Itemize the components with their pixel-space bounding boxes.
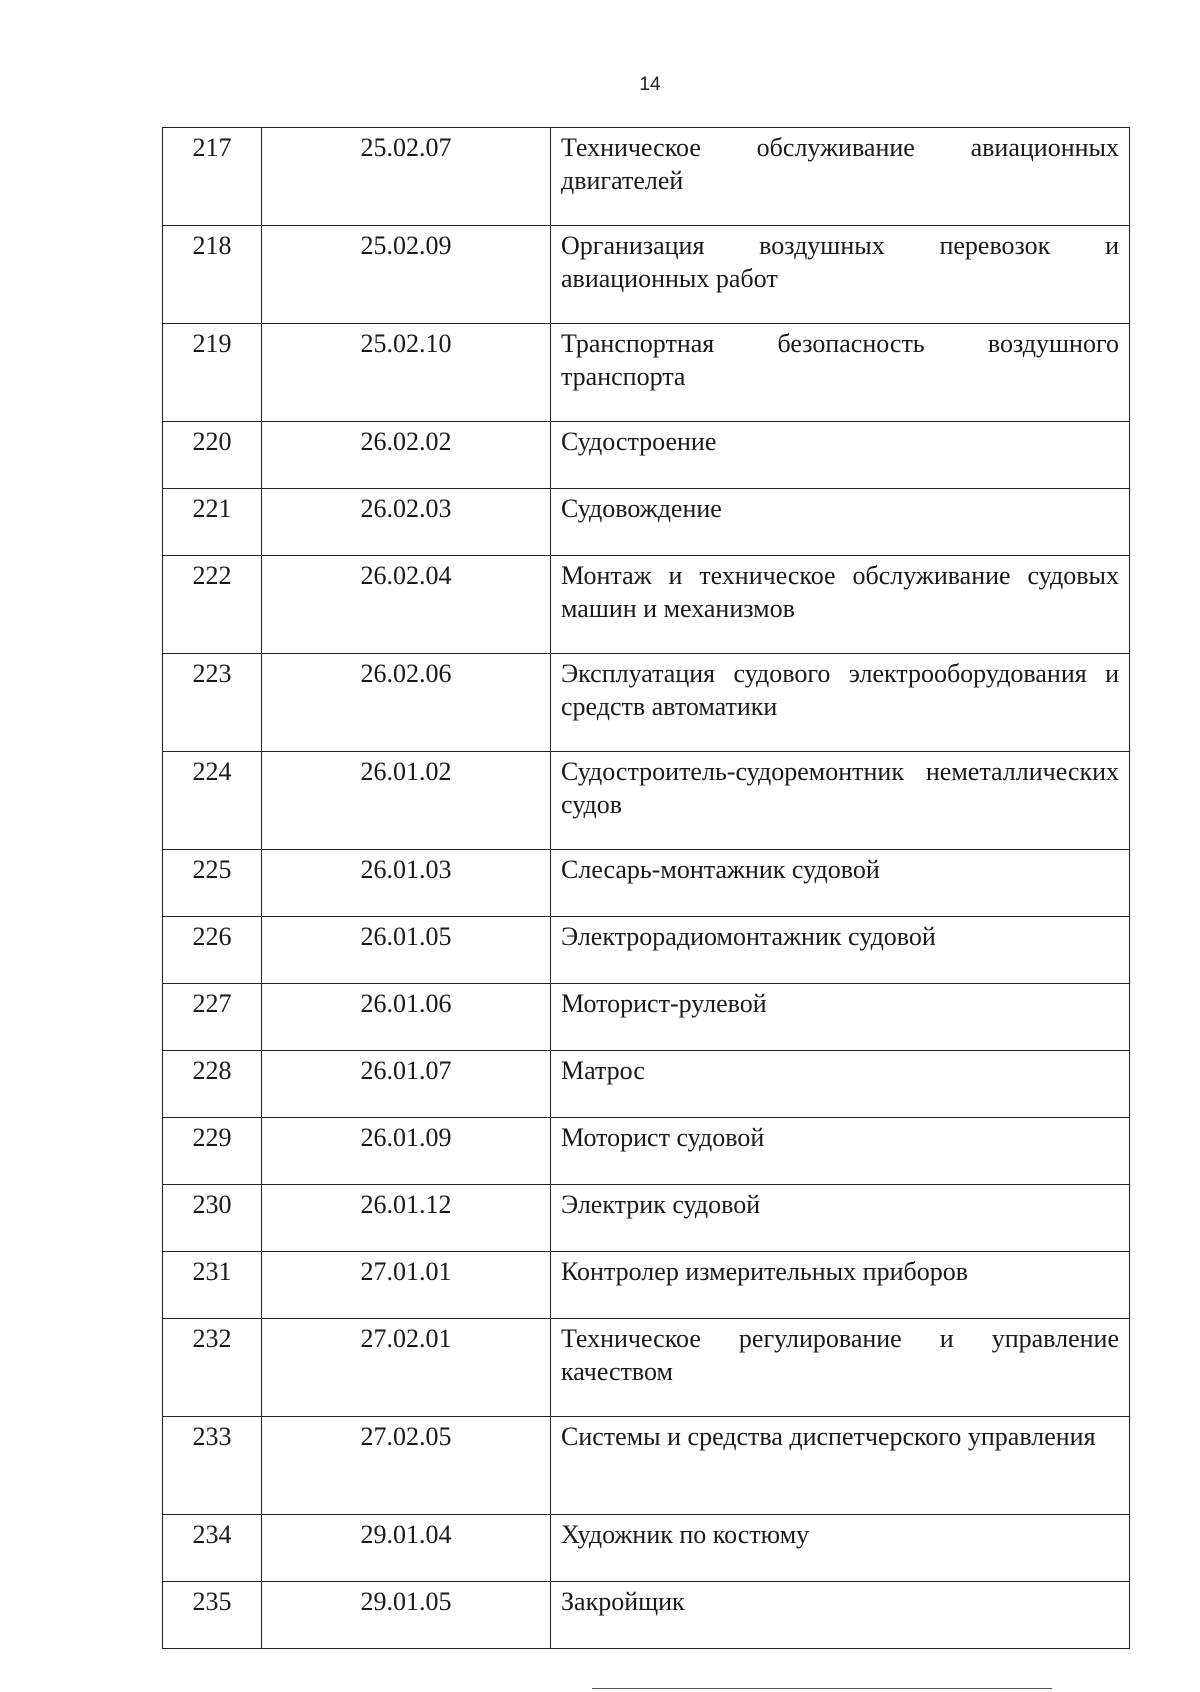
table-row <box>163 654 1130 752</box>
row-number-cell: 231 <box>163 1252 262 1319</box>
profession-name-cell: Моторист-рулевой <box>551 984 1130 1051</box>
code-cell: 29.01.05 <box>262 1582 551 1649</box>
code-cell: 26.01.07 <box>262 1051 551 1118</box>
profession-name-cell: Слесарь-монтажник судовой <box>551 850 1130 917</box>
table-row <box>163 422 1130 489</box>
row-number-cell: 217 <box>163 128 262 226</box>
profession-name-cell: Электрорадиомонтажник судовой <box>551 917 1130 984</box>
code-cell: 26.01.05 <box>262 917 551 984</box>
table-row <box>163 556 1130 654</box>
table-row <box>163 128 1130 226</box>
row-number-cell: 234 <box>163 1515 262 1582</box>
profession-name-cell: Моторист судовой <box>551 1118 1130 1185</box>
professions-table <box>162 127 1130 1649</box>
code-cell: 26.01.02 <box>262 752 551 850</box>
row-number-cell: 229 <box>163 1118 262 1185</box>
table-row <box>163 1051 1130 1118</box>
row-number-cell: 228 <box>163 1051 262 1118</box>
bottom-rule <box>592 1688 1052 1689</box>
row-number-cell: 221 <box>163 489 262 556</box>
profession-name-cell: Судостроитель-судоремонтник неметаллических судов <box>551 752 1130 850</box>
row-number-cell: 218 <box>163 226 262 324</box>
table-row <box>163 1185 1130 1252</box>
profession-name-cell: Матрос <box>551 1051 1130 1118</box>
row-number-cell: 224 <box>163 752 262 850</box>
page-number: 14 <box>639 74 661 95</box>
row-number-cell: 220 <box>163 422 262 489</box>
profession-name-cell: Транспортная безопасность воздушного транспорта <box>551 324 1130 422</box>
table-row <box>163 1252 1130 1319</box>
profession-name-cell: Техническое обслуживание авиационных двигателей <box>551 128 1130 226</box>
code-cell: 26.01.12 <box>262 1185 551 1252</box>
code-cell: 26.02.02 <box>262 422 551 489</box>
profession-name-cell: Судовождение <box>551 489 1130 556</box>
profession-name-cell: Художник по костюму <box>551 1515 1130 1582</box>
table-row <box>163 984 1130 1051</box>
table-row <box>163 489 1130 556</box>
row-number-cell: 219 <box>163 324 262 422</box>
row-number-cell: 230 <box>163 1185 262 1252</box>
profession-name-cell: Техническое регулирование и управление качеством <box>551 1319 1130 1417</box>
code-cell: 25.02.10 <box>262 324 551 422</box>
code-cell: 26.01.09 <box>262 1118 551 1185</box>
table-row <box>163 1582 1130 1649</box>
table-row <box>163 1417 1130 1515</box>
code-cell: 27.02.01 <box>262 1319 551 1417</box>
profession-name-cell: Монтаж и техническое обслуживание судовых машин и механизмов <box>551 556 1130 654</box>
code-cell: 26.01.03 <box>262 850 551 917</box>
row-number-cell: 232 <box>163 1319 262 1417</box>
table-row <box>163 1515 1130 1582</box>
row-number-cell: 227 <box>163 984 262 1051</box>
row-number-cell: 223 <box>163 654 262 752</box>
code-cell: 26.02.03 <box>262 489 551 556</box>
table-row <box>163 1118 1130 1185</box>
row-number-cell: 225 <box>163 850 262 917</box>
code-cell: 25.02.09 <box>262 226 551 324</box>
profession-name-cell: Судостроение <box>551 422 1130 489</box>
row-number-cell: 222 <box>163 556 262 654</box>
table-row <box>163 226 1130 324</box>
profession-name-cell: Организация воздушных перевозок и авиационных работ <box>551 226 1130 324</box>
table-row <box>163 324 1130 422</box>
table-body <box>163 128 1130 1649</box>
row-number-cell: 235 <box>163 1582 262 1649</box>
code-cell: 27.02.05 <box>262 1417 551 1515</box>
profession-name-cell: Системы и средства диспетчерского управления <box>551 1417 1130 1515</box>
table-row <box>163 917 1130 984</box>
code-cell: 29.01.04 <box>262 1515 551 1582</box>
row-number-cell: 233 <box>163 1417 262 1515</box>
code-cell: 26.02.04 <box>262 556 551 654</box>
profession-name-cell: Эксплуатация судового электрооборудования и средств автоматики <box>551 654 1130 752</box>
profession-name-cell: Электрик судовой <box>551 1185 1130 1252</box>
profession-name-cell: Контролер измерительных приборов <box>551 1252 1130 1319</box>
code-cell: 25.02.07 <box>262 128 551 226</box>
code-cell: 27.01.01 <box>262 1252 551 1319</box>
profession-name-cell: Закройщик <box>551 1582 1130 1649</box>
table-row <box>163 850 1130 917</box>
row-number-cell: 226 <box>163 917 262 984</box>
table-row <box>163 752 1130 850</box>
code-cell: 26.02.06 <box>262 654 551 752</box>
code-cell: 26.01.06 <box>262 984 551 1051</box>
table-row <box>163 1319 1130 1417</box>
